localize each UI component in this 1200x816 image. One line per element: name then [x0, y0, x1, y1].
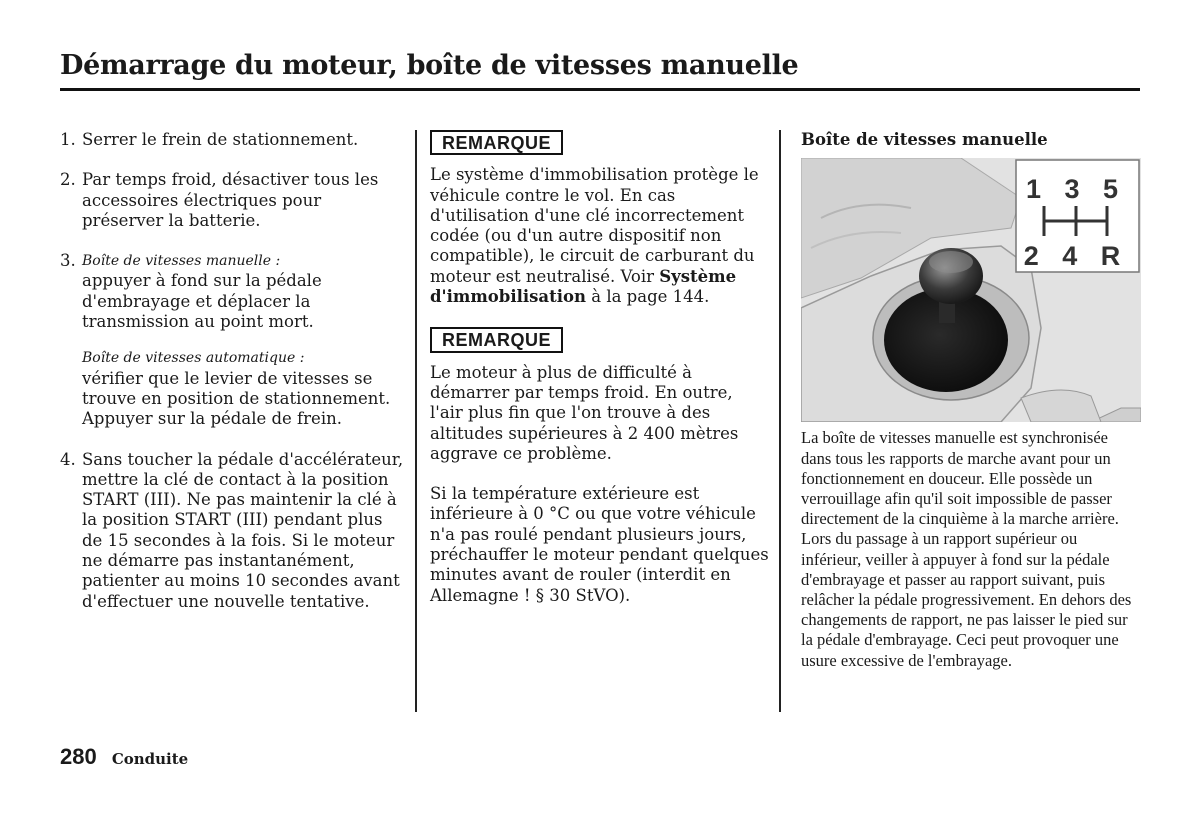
step-number: 3.	[60, 251, 76, 271]
step-number: 2.	[60, 170, 76, 190]
manual-transmission-column	[801, 130, 1141, 671]
remarque-text: Le moteur à plus de difficulté à démarrer par temps froid. En outre, l'air plus fin que l'on trouve à des altitudes supérieures à 2 400 mètres aggrave ce problème.	[430, 362, 739, 463]
step-text: vérifier que le levier de vitesses se trouve en position de stationnement. Appuyer sur la pédale de frein.	[82, 368, 391, 429]
paragraph: La boîte de vitesses manuelle est synchronisée dans tous les rapports de marche avant pour un fonctionnement en douceur. Elle possède un verrouillage afin qu'il soit impossible de passer directement de la cinquième à la marche arrière. Lors du passage à un rapport supérieur ou inférieur, veiller à appuyer à fond sur la pédale d'embrayage et passer au rapport suivant, puis relâcher la pédale progressivement. En dehors des changements de rapport, ne pas laisser le pied sur la pédale d'embrayage. Ceci peut provoquer une usure excessive de l'embrayage.	[801, 428, 1132, 670]
page-title: Démarrage du moteur, boîte de vitesses manuelle	[60, 50, 799, 81]
column-divider	[415, 130, 417, 712]
step-3	[60, 251, 405, 332]
gear-pattern-top: 1 3 5	[1025, 174, 1127, 205]
step-4	[60, 450, 405, 612]
step-text: Sans toucher la pédale d'accélérateur, mettre la clé de contact à la position START (III). Ne pas maintenir la clé à la position START (III) pendant plus de 15 secondes à la fois. Si le moteur ne démarre pas instantanément, patienter au moins 10 secondes avant d'effectuer une nouvelle tentative.	[82, 449, 404, 611]
title-divider	[60, 88, 1140, 91]
page-number: 280	[60, 744, 97, 769]
step-1	[60, 130, 405, 150]
remarque-text	[430, 165, 770, 307]
notes-column	[430, 130, 770, 626]
remarque-text-part: Le système d'immobilisation protège le véhicule contre le vol. En cas d'utilisation d'une clé incorrectement codée (ou d'un autre dispositif non compatible), le circuit de carburant du moteur est neutralisé. Voir	[430, 165, 759, 286]
manual-transmission-label: Boîte de vitesses manuelle :	[82, 253, 281, 270]
automatic-transmission-block	[82, 348, 405, 429]
automatic-transmission-label: Boîte de vitesses automatique :	[82, 350, 305, 367]
step-2	[60, 170, 405, 231]
remarque-label: REMARQUE	[430, 327, 563, 352]
gear-shift-illustration	[801, 158, 1141, 422]
cross-reference: Système d'immobilisation	[430, 266, 737, 307]
step-number: 1.	[60, 130, 76, 149]
step-text: Serrer le frein de stationnement.	[82, 130, 359, 149]
section-name: Conduite	[111, 750, 189, 768]
remarque-label: REMARQUE	[430, 130, 563, 155]
step-number: 4.	[60, 449, 76, 469]
section-heading: Boîte de vitesses manuelle	[801, 130, 1048, 149]
instructions-column	[60, 130, 405, 632]
column-divider	[779, 130, 781, 712]
paragraph: Si la température extérieure est inférieure à 0 °C ou que votre véhicule n'a pas roulé pendant plusieurs jours, préchauffer le moteur pendant quelques minutes avant de rouler (interdit en Allemagne ! § 30 StVO).	[430, 484, 769, 605]
remarque-text-part: à la page 144.	[586, 287, 710, 307]
step-text: appuyer à fond sur la pédale d'embrayage et déplacer la transmission au point mort.	[82, 271, 322, 332]
page-footer	[60, 744, 188, 770]
gear-pattern-bottom: 2 4 R	[1023, 241, 1129, 272]
step-text: Par temps froid, désactiver tous les accessoires électriques pour préserver la batterie.	[82, 170, 379, 230]
